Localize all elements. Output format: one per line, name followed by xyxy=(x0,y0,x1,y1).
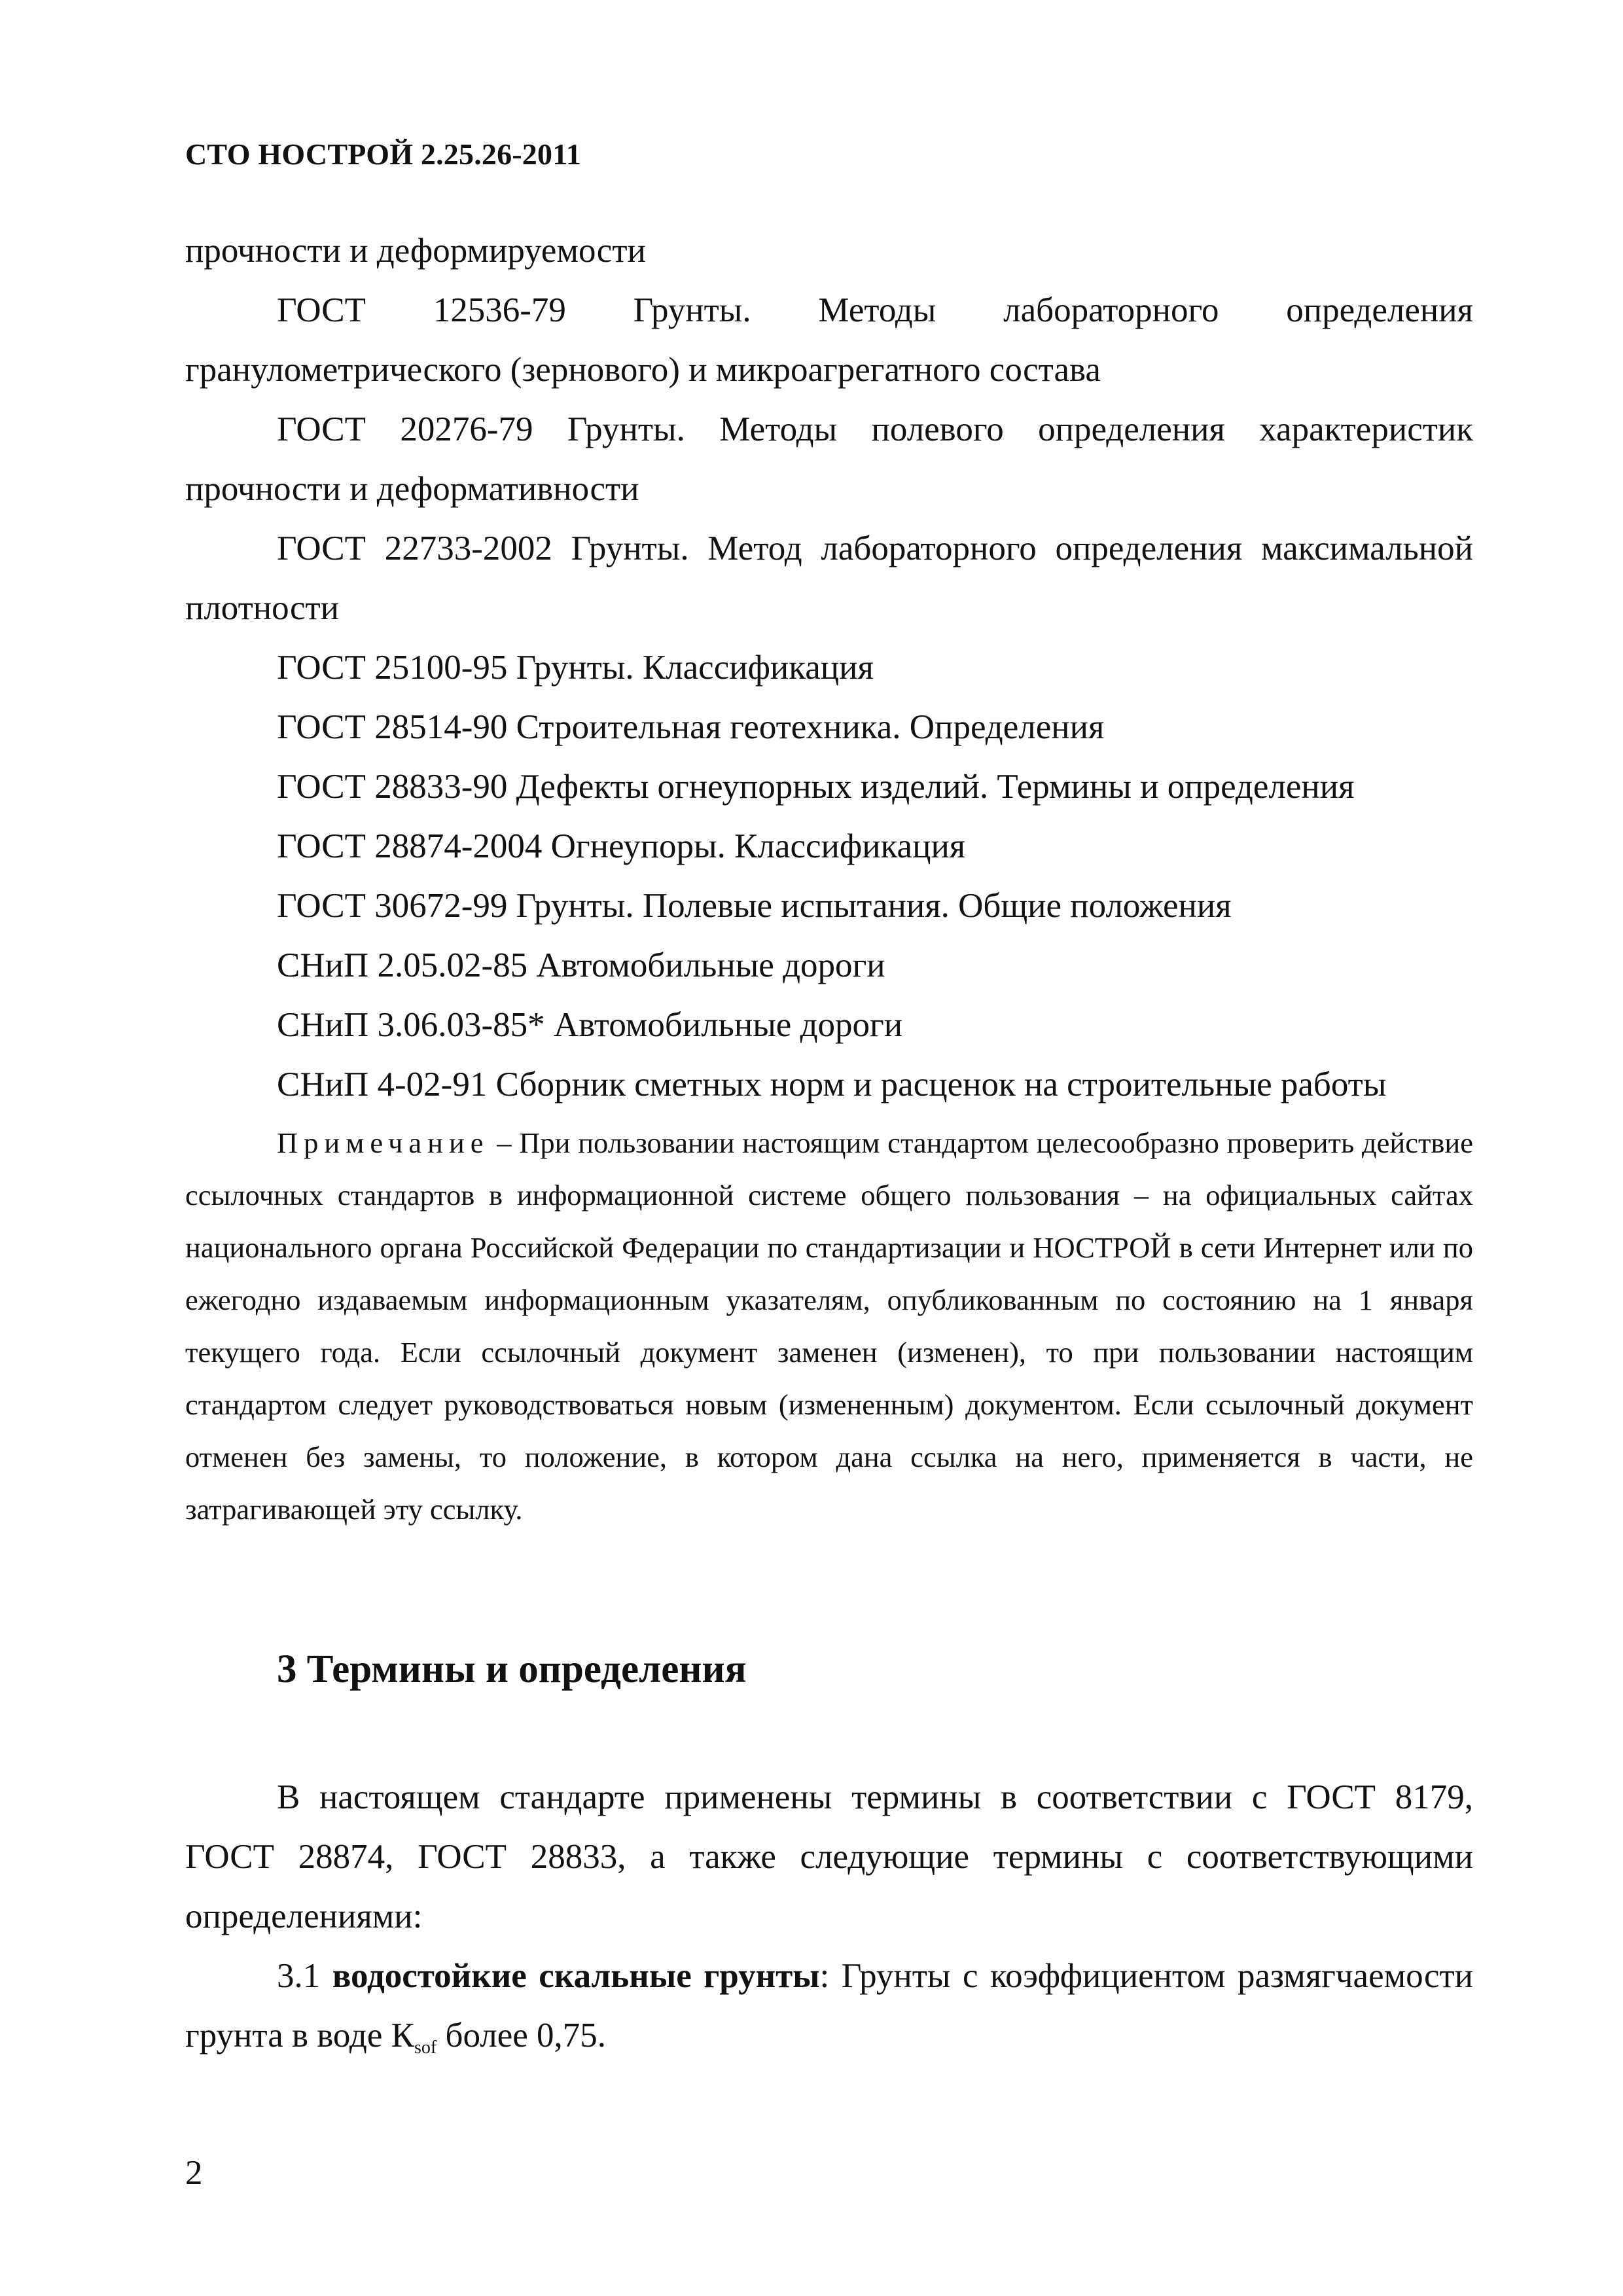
reference-item: СНиП 3.06.03-85* Автомобильные дороги xyxy=(277,1006,903,1044)
reference-item: ГОСТ 12536-79 Грунты. Методы лабораторного определения гранулометрического (зернового) и микроагрегатного состава xyxy=(185,291,1473,389)
document-body xyxy=(185,221,1473,2066)
reference-item: ГОСТ 30672-99 Грунты. Полевые испытания. Общие положения xyxy=(277,887,1232,925)
reference-item: СНиП 4-02-91 Сборник сметных норм и расценок на строительные работы xyxy=(277,1066,1387,1103)
term-number: 3.1 xyxy=(277,1957,332,1995)
continuation-line: прочности и деформируемости xyxy=(185,232,646,270)
reference-item: ГОСТ 22733-2002 Грунты. Метод лабораторного определения максимальной плотности xyxy=(185,529,1473,627)
document-header: СТО НОСТРОЙ 2.25.26-2011 xyxy=(185,137,582,171)
note-text: – При пользовании настоящим стандартом целесообразно проверить действие ссылочных стандартов в информационной системе общего пользования – на официальных сайтах национального органа Российской Федерации по стандартизации и НОСТРОЙ в сети Интернет или по ежегодно издаваемым информационным указателям, опубликованным по состоянию на 1 января текущего года. Если ссылочный документ заменен (изменен), то при пользовании настоящим стандартом следует руководствоваться новым (измененным) документом. Если ссылочный документ отменен без замены, то положение, в котором дана ссылка на него, применяется в части, не затрагивающей эту ссылку. xyxy=(185,1126,1473,1526)
note-label: Примечание xyxy=(277,1126,490,1159)
note-paragraph xyxy=(185,1117,1473,1535)
reference-item: ГОСТ 28833-90 Дефекты огнеупорных изделий. Термины и определения xyxy=(277,768,1355,806)
reference-item: СНиП 2.05.02-85 Автомобильные дороги xyxy=(277,946,885,984)
reference-item: ГОСТ 25100-95 Грунты. Классификация xyxy=(277,649,874,687)
page-number: 2 xyxy=(185,2154,203,2192)
reference-item: ГОСТ 28874-2004 Огнеупоры. Классификация xyxy=(277,827,966,865)
term-definition xyxy=(185,1946,1473,2066)
term-tail: более 0,75. xyxy=(437,2017,606,2054)
reference-item: ГОСТ 28514-90 Строительная геотехника. Определения xyxy=(277,708,1105,746)
section-intro: В настоящем стандарте применены термины в соответствии с ГОСТ 8179, ГОСТ 28874, ГОСТ 28833, а также следующие термины с соответствующими определениями: xyxy=(185,1778,1473,1935)
section-heading: 3 Термины и определения xyxy=(277,1647,747,1691)
term-definition-text: : Грунты с коэффициентом размягчаемости грунта в воде К xyxy=(185,1957,1474,2054)
term-name: водостойкие скальные грунты xyxy=(332,1957,820,1995)
reference-item: ГОСТ 20276-79 Грунты. Методы полевого определения характеристик прочности и деформативности xyxy=(185,410,1473,508)
term-subscript: sof xyxy=(414,2037,437,2058)
